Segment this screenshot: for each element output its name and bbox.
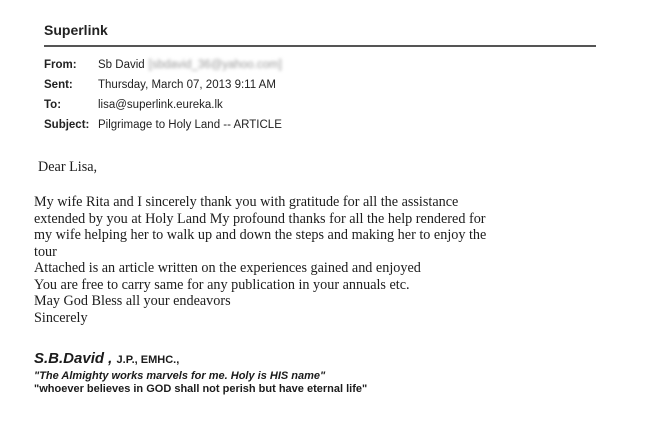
signature-name-line	[34, 350, 367, 367]
from-row	[44, 55, 282, 75]
from-email-redacted: [sbdavid_36@yahoo.com]	[148, 59, 282, 71]
sent-label: Sent:	[44, 79, 73, 91]
subject-value: Pilgrimage to Holy Land -- ARTICLE	[98, 119, 282, 131]
signature-motto-2: "whoever believes in GOD shall not perish but have eternal life"	[34, 383, 368, 395]
to-row	[44, 95, 282, 115]
organization-name: Superlink	[44, 22, 108, 38]
subject-row	[44, 115, 282, 135]
to-value: lisa@superlink.eureka.lk	[98, 99, 223, 111]
subject-label: Subject:	[44, 119, 90, 131]
body-line: You are free to carry same for any publication in your annuals etc.	[34, 276, 410, 293]
header-divider	[44, 45, 596, 47]
signature-motto-1: "The Almighty works marvels for me. Holy is HIS name"	[34, 370, 326, 382]
body-line: tour	[34, 243, 57, 260]
body-line: my wife helping her to walk up and down the steps and making her to enjoy the	[34, 227, 487, 243]
to-label: To:	[44, 99, 62, 111]
message-paragraph	[34, 194, 614, 326]
body-line: Sincerely	[34, 309, 88, 326]
body-line: Attached is an article written on the experiences gained and enjoyed	[34, 260, 421, 276]
body-line: My wife Rita and I sincerely thank you with gratitude for all the assistance	[34, 194, 459, 210]
from-value: Sb David	[98, 59, 145, 71]
email-body	[34, 158, 614, 326]
from-label: From:	[44, 59, 77, 71]
body-line: extended by you at Holy Land My profound thanks for all the help rendered for	[34, 210, 486, 227]
sent-row	[44, 75, 282, 95]
email-header	[44, 55, 282, 135]
body-line: May God Bless all your endeavors	[34, 293, 231, 309]
signature-credentials: J.P., EMHC.,	[116, 354, 180, 366]
greeting: Dear Lisa,	[38, 159, 98, 175]
signature-block	[34, 350, 367, 395]
sent-value: Thursday, March 07, 2013 9:11 AM	[98, 79, 276, 91]
signature-name: S.B.David ,	[34, 350, 113, 367]
